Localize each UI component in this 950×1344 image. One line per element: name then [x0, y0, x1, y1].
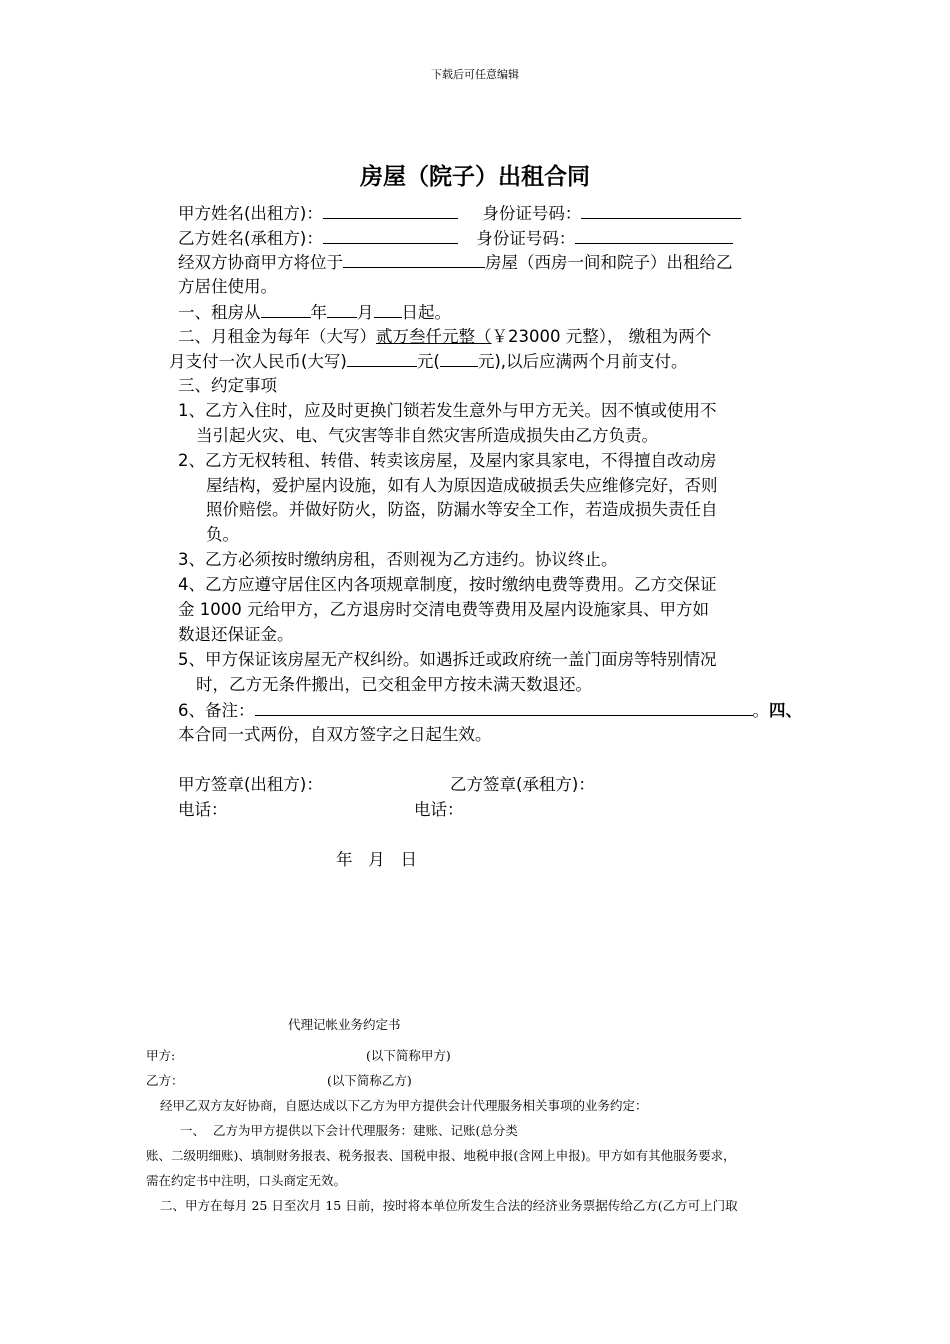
date-line: 年 月 日	[336, 850, 417, 869]
rule-6-line	[178, 698, 802, 723]
intro-post: 房屋（西房一间和院子）出租给乙	[485, 253, 733, 272]
party-b-name-blank	[323, 226, 458, 244]
agreement-item-1-line-2: 账、二级明细账)、填制财务报表、税务报表、国税申报、地税申报(含网上申报)。甲方如有其他服务要求，	[146, 1148, 736, 1163]
phone-a: 电话：	[178, 800, 228, 819]
location-blank	[343, 250, 485, 268]
item-1-day: 日起。	[401, 303, 451, 322]
agreement-item-2-line-1: 二、甲方在每月 25 日至次月 15 日前，按时将本单位所发生合法的经济业务票据传给乙方(乙方可上门取	[160, 1198, 738, 1213]
rule-6-period: 。	[752, 701, 769, 720]
amount-digits-blank	[440, 349, 478, 367]
party-a-name-blank	[323, 201, 458, 219]
intro-line-1	[178, 250, 733, 275]
party-a-line	[178, 201, 741, 226]
party-a-id-blank	[581, 201, 741, 219]
rule-4-line-3: 数退还保证金。	[178, 625, 294, 644]
rule-4-line-2: 金 1000 元给甲方，乙方退房时交清电费等费用及屋内设施家具、甲方如	[178, 600, 709, 619]
agreement-party-a-note: (以下简称甲方)	[366, 1048, 451, 1063]
party-b-id-blank	[575, 226, 733, 244]
party-b-id-label: 身份证号码：	[476, 229, 576, 248]
rule-4-line-1: 4、乙方应遵守居住区内各项规章制度，按时缴纳电费等费用。乙方交保证	[178, 575, 717, 594]
amount-words-blank	[347, 349, 417, 367]
signature-a: 甲方签章(出租方)：	[178, 775, 323, 794]
rule-2-line-2: 屋结构，爱护屋内设施，如有人为原因造成破损丢失应维修完好，否则	[206, 476, 718, 495]
item-2-line-1	[178, 325, 711, 349]
month-blank	[327, 300, 357, 318]
item-2-line-2	[169, 349, 688, 374]
item-2-line2-b: 元(	[416, 352, 440, 371]
rule-2-line-3: 照价赔偿。并做好防火，防盗，防漏水等安全工作，若造成损失责任自	[206, 500, 718, 519]
signature-b: 乙方签章(承租方)：	[450, 775, 595, 794]
item-3-heading: 三、约定事项	[178, 376, 277, 395]
agreement-title: 代理记帐业务约定书	[288, 1017, 401, 1032]
agreement-party-b: 乙方：	[146, 1073, 184, 1088]
item-2-post: ￥23000 元整）， 缴租为两个	[491, 327, 712, 346]
party-b-name-label: 乙方姓名(承租方)：	[178, 229, 323, 248]
rule-6-label: 6、备注：	[178, 701, 255, 720]
party-b-line	[178, 226, 733, 251]
item-1-line	[178, 300, 451, 325]
remarks-blank	[255, 698, 753, 716]
rule-2-line-4: 负。	[206, 525, 239, 544]
rule-5-line-1: 5、甲方保证该房屋无产权纠纷。如遇拆迁或政府统一盖门面房等特别情况	[178, 650, 717, 669]
rule-3-line: 3、乙方必须按时缴纳房租，否则视为乙方违约。协议终止。	[178, 550, 618, 569]
item-1-label: 一、租房从	[178, 303, 261, 322]
item-1-month: 月	[357, 303, 374, 322]
rule-2-line-1: 2、乙方无权转租、转借、转卖该房屋，及屋内家具家电，不得擅自改动房	[178, 451, 717, 470]
item-4-body: 本合同一式两份，自双方签字之日起生效。	[178, 725, 492, 744]
intro-line-2: 方居住使用。	[178, 277, 277, 296]
rule-5-line-2: 时，乙方无条件搬出，已交租金甲方按未满天数退还。	[196, 675, 592, 694]
agreement-item-1-line-1: 一、 乙方为甲方提供以下会计代理服务：建账、记账(总分类	[180, 1123, 518, 1138]
party-a-id-label: 身份证号码：	[482, 204, 582, 223]
year-blank	[261, 300, 311, 318]
item-2-pre: 二、月租金为每年（大写）	[178, 327, 376, 346]
header-note: 下载后可任意编辑	[431, 68, 519, 81]
item-2-line2-a: 月支付一次人民币(大写)	[169, 352, 347, 371]
phone-b: 电话：	[414, 800, 464, 819]
party-a-name-label: 甲方姓名(出租方)：	[178, 204, 323, 223]
agreement-party-b-note: (以下简称乙方)	[327, 1073, 412, 1088]
agreement-party-a: 甲方:	[146, 1048, 176, 1063]
agreement-item-1-line-3: 需在约定书中注明，口头商定无效。	[146, 1173, 347, 1188]
intro-pre: 经双方协商甲方将位于	[178, 253, 343, 272]
day-blank	[374, 300, 402, 318]
rule-1-line-2: 当引起火灾、电、气灾害等非自然灾害所造成损失由乙方负责。	[196, 426, 658, 445]
item-2-line2-c: 元),以后应满两个月前支付。	[477, 352, 688, 371]
item-4-heading: 四、	[769, 701, 802, 720]
rule-1-line-1: 1、乙方入住时，应及时更换门锁若发生意外与甲方无关。因不慎或使用不	[178, 401, 717, 420]
item-1-year: 年	[310, 303, 327, 322]
contract-title: 房屋（院子）出租合同	[360, 164, 590, 190]
agreement-intro: 经甲乙双方友好协商，自愿达成以下乙方为甲方提供会计代理服务相关事项的业务约定：	[160, 1098, 648, 1113]
item-2-amount: 贰万叁仟元整（	[376, 327, 492, 346]
